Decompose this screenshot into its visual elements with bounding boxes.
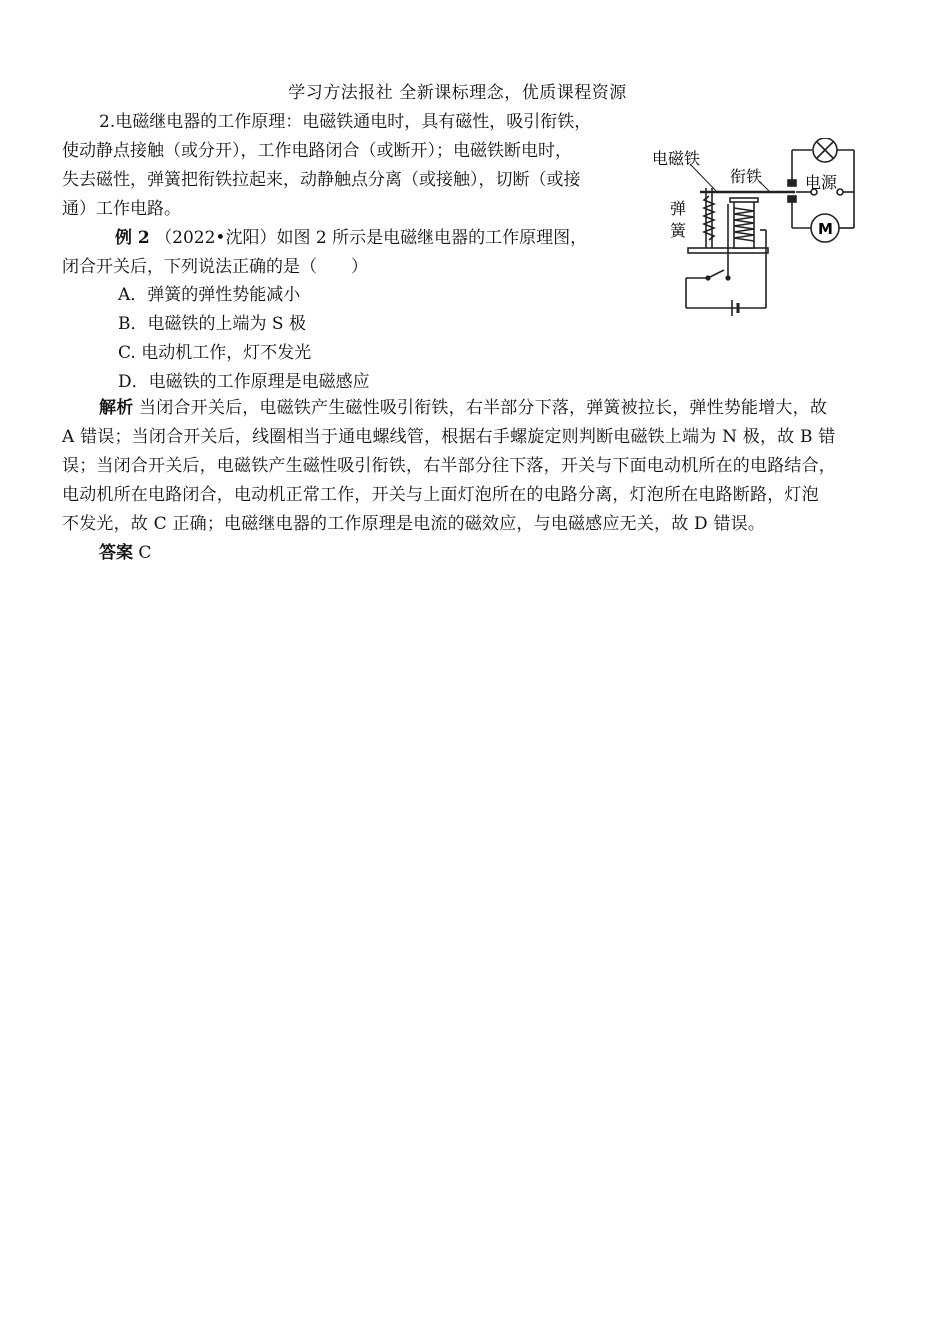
answer-label: 答案 [99, 543, 133, 563]
option-b: B．电磁铁的上端为 S 极 [118, 314, 306, 334]
analysis-line: 电动机所在电路闭合，电动机正常工作，开关与上面灯泡所在的电路分离，灯泡所在电路断路，灯泡 [62, 485, 819, 505]
principle-line: 失去磁性，弹簧把衔铁拉起来，动静触点分离（或接触），切断（或接 [62, 170, 581, 190]
principle-line: 通）工作电路。 [62, 199, 181, 219]
example-question [62, 224, 642, 282]
analysis-line: 当闭合开关后，电磁铁产生磁性吸引衔铁，右半部分下落，弹簧被拉长，弹性势能增大，故 [139, 398, 828, 418]
option-d: D．电磁铁的工作原理是电磁感应 [118, 372, 370, 392]
analysis-label: 解析 [99, 398, 134, 418]
principle-line: 2.电磁继电器的工作原理：电磁铁通电时，具有磁性，吸引衔铁， [99, 112, 592, 132]
answer-line [62, 539, 151, 568]
analysis-line: 误；当闭合开关后，电磁铁产生磁性吸引衔铁，右半部分往下落，开关与下面电动机所在的电路结合， [62, 456, 836, 476]
analysis-paragraph [62, 394, 892, 539]
example-label: 例 2 [115, 228, 150, 248]
principle-paragraph [62, 108, 642, 224]
analysis-line: 不发光，故 C 正确；电磁继电器的工作原理是电流的磁效应，与电磁感应无关，故 D 错误。 [62, 514, 766, 534]
option-c: C. 电动机工作，灯不发光 [118, 343, 312, 363]
label-spring-1: 弹 [670, 199, 687, 218]
answer-value: C [138, 543, 152, 563]
analysis-line: A 错误；当闭合开关后，线圈相当于通电螺线管，根据右手螺旋定则判断电磁铁上端为 N 极，故 B 错 [62, 427, 836, 447]
relay-diagram [650, 138, 865, 318]
label-electromagnet: 电磁铁 [652, 149, 701, 168]
label-spring-2: 簧 [670, 221, 687, 240]
label-armature: 衔铁 [730, 167, 763, 186]
label-power: 电源 [805, 173, 838, 192]
page-header: 学习方法报社 全新课标理念，优质课程资源 [288, 83, 627, 103]
principle-line: 使动静点接触（或分开），工作电路闭合（或断开）；电磁铁断电时， [62, 141, 572, 161]
motor-icon: M [818, 220, 833, 238]
example-stem-1: （2022•沈阳）如图 2 所示是电磁继电器的工作原理图， [155, 228, 588, 248]
example-stem-2: 闭合开关后，下列说法正确的是（ ） [62, 257, 368, 277]
option-a: A．弹簧的弹性势能减小 [118, 285, 301, 305]
